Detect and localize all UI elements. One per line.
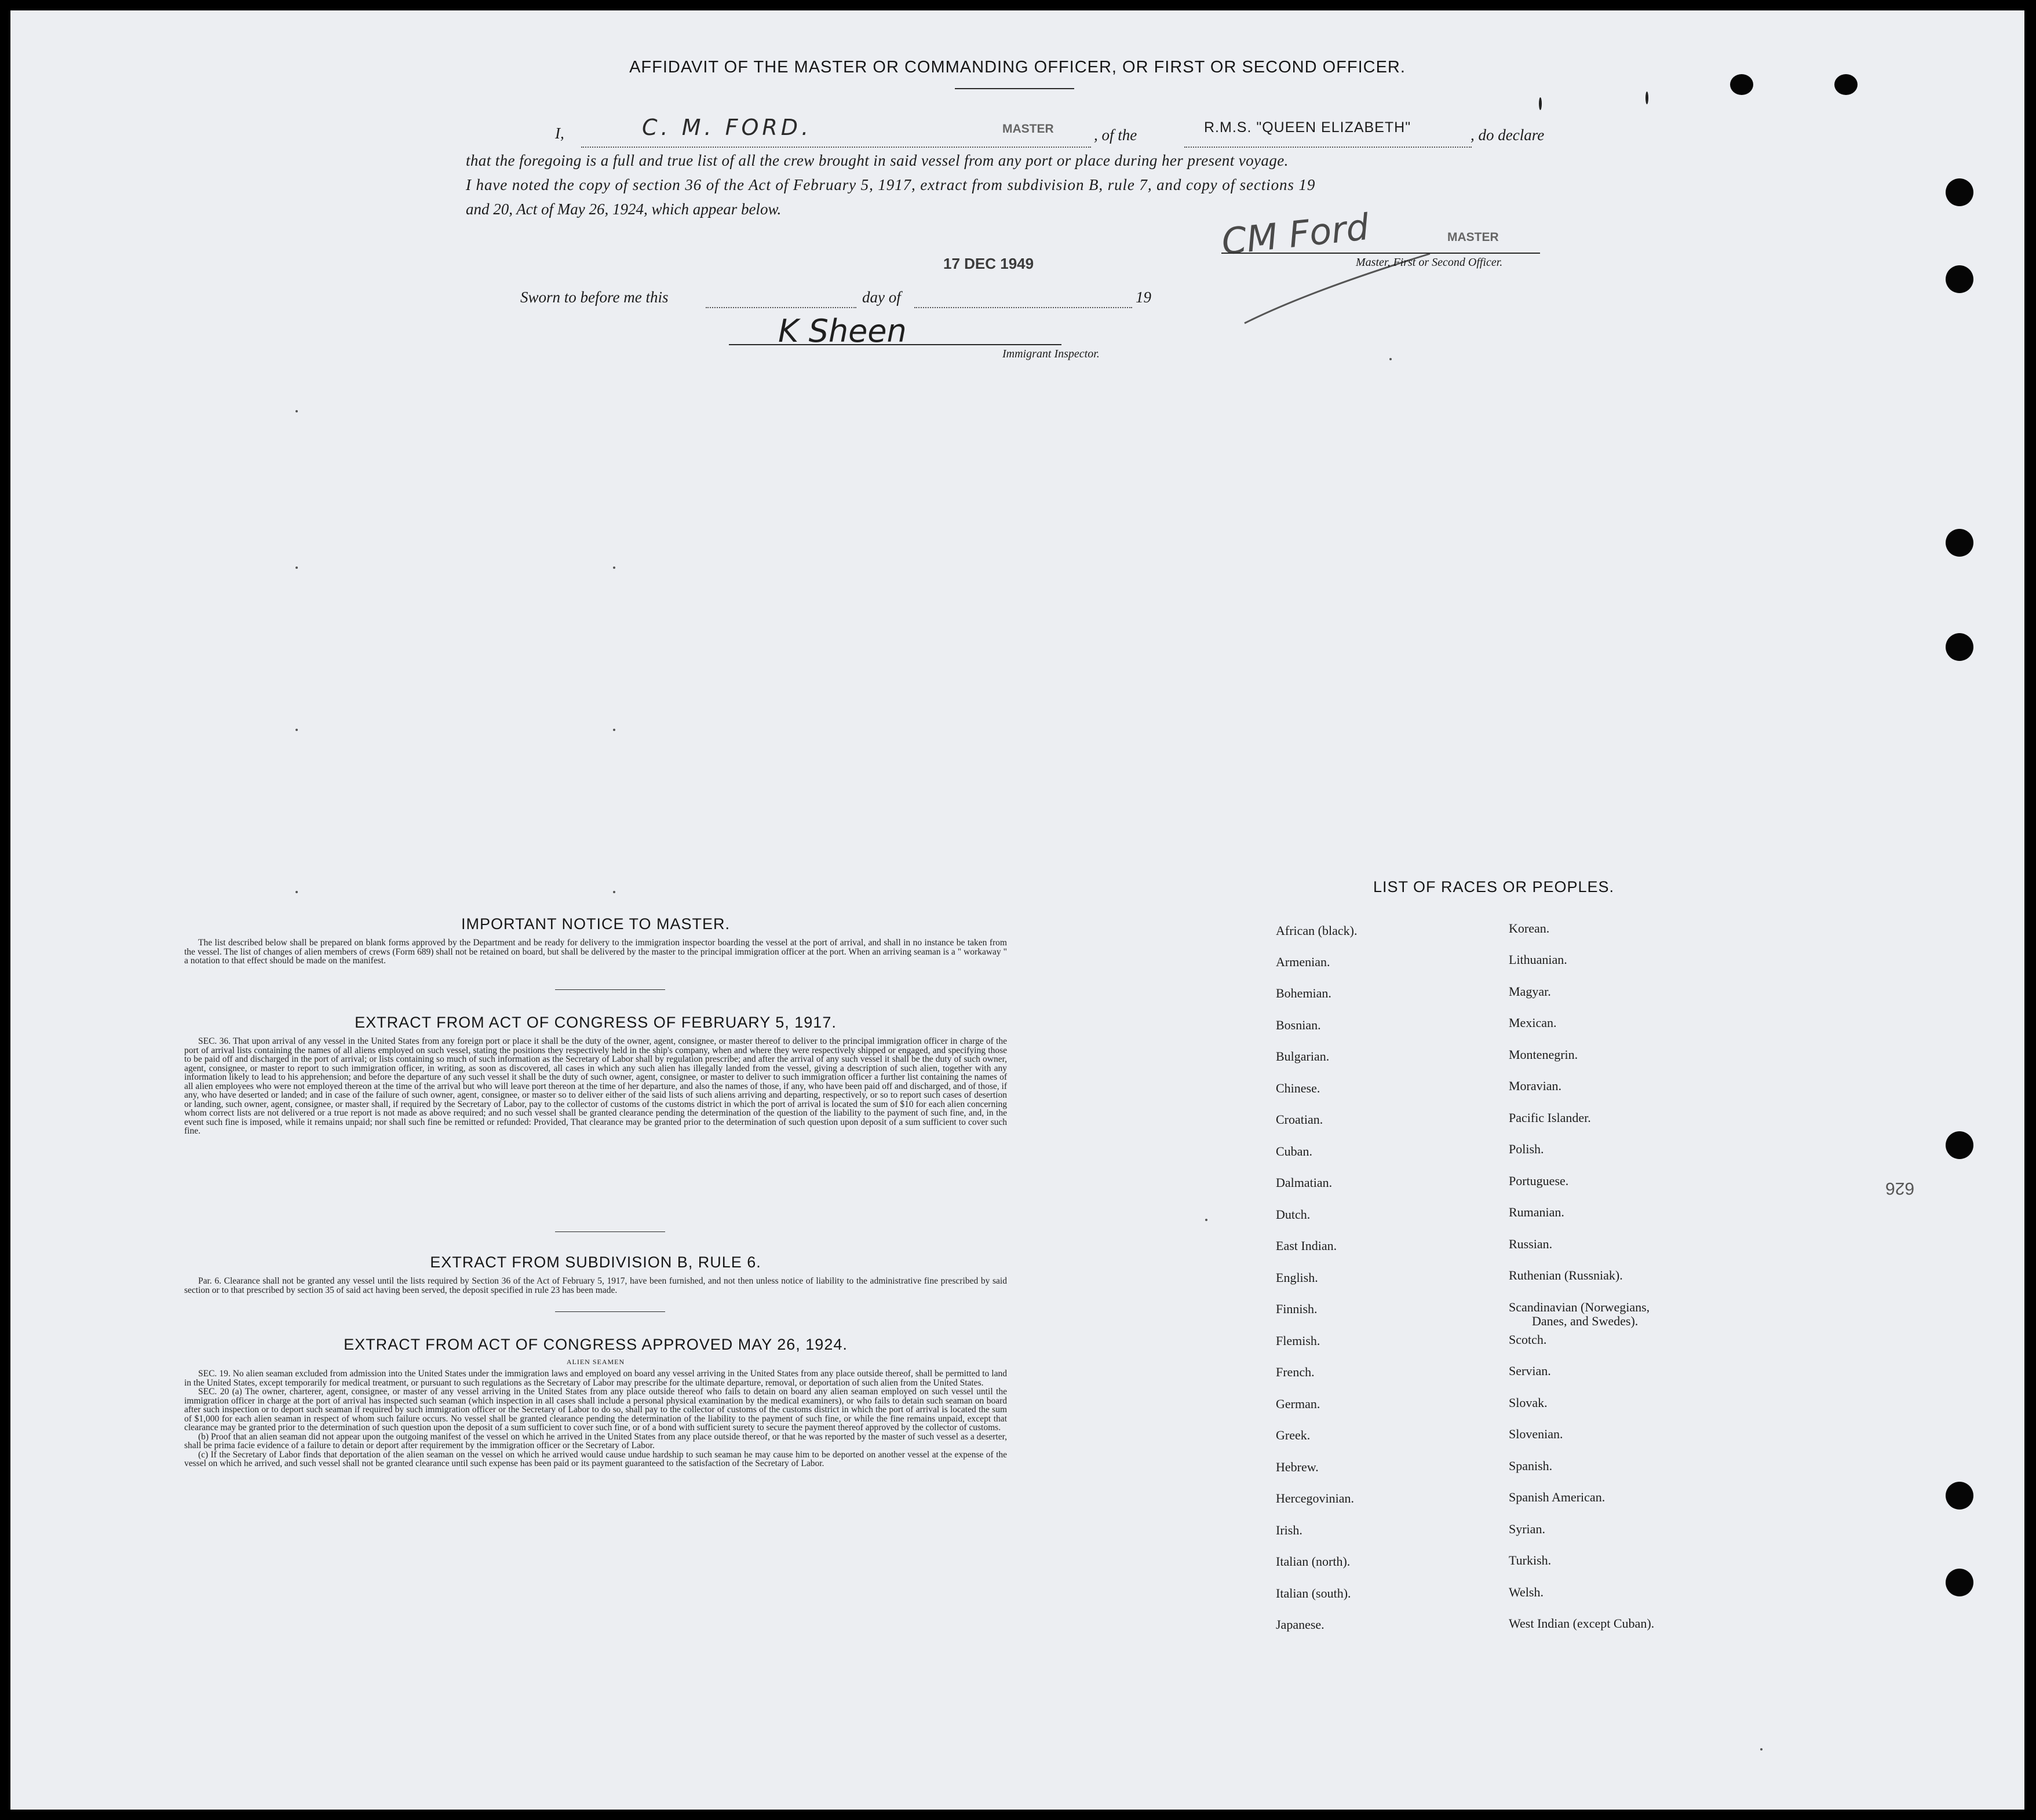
vessel-line bbox=[1184, 147, 1472, 148]
date-stamp: 17 DEC 1949 bbox=[943, 255, 1034, 272]
i-label: I, bbox=[555, 125, 564, 142]
notice-rule bbox=[555, 989, 665, 990]
affidavit-heading: AFFIDAVIT OF THE MASTER OR COMMANDING OFFICER, OR FIRST OR SECOND OFFICER. bbox=[629, 58, 1406, 76]
race-item: Syrian. bbox=[1509, 1522, 1545, 1536]
inspector-caption: Immigrant Inspector. bbox=[1002, 348, 1100, 360]
race-item: East Indian. bbox=[1276, 1238, 1337, 1253]
column-mark bbox=[295, 729, 298, 731]
race-item: Moravian. bbox=[1509, 1079, 1562, 1093]
race-item: French. bbox=[1276, 1365, 1315, 1379]
subdivision-b-text bbox=[184, 1277, 1007, 1295]
master-signature: CM Ford bbox=[1219, 205, 1371, 264]
signature-line bbox=[1221, 253, 1540, 254]
punch-hole-1 bbox=[1730, 74, 1753, 95]
notice-paragraph: The list described below shall be prepared on blank forms approved by the Department and be ready for delivery to the immigration inspector boarding the vessel at the port of arrival, and shall in no instance be taken from the vessel. The list of changes of alien members of crews (Form 689) shall not be retained on board, but shall be delivered by the master to the principal immigration officer at the port. When an arriving seaman is a " workaway " a notation to that effect should be made on the manifest. bbox=[184, 938, 1007, 966]
scan-speck bbox=[1645, 92, 1648, 104]
sworn-month-line bbox=[914, 307, 1132, 308]
race-item: Montenegrin. bbox=[1509, 1047, 1578, 1062]
subdivision-b-paragraph: Par. 6. Clearance shall not be granted any vessel until the lists required by Section 36 of the Act of February 5, 1917, have been furnished, and not then unless notice of liability to the administrative fine prescribed by said section or to that prescribed by section 35 of said act having been served, the deposit specified in rule 23 has been made. bbox=[184, 1276, 1007, 1295]
master-stamp: MASTER bbox=[1002, 122, 1054, 136]
race-item: Portuguese. bbox=[1509, 1174, 1569, 1188]
race-item: German. bbox=[1276, 1397, 1320, 1411]
race-item: Mexican. bbox=[1509, 1015, 1557, 1030]
sec-20b-paragraph: (b) Proof that an alien seaman did not appear upon the outgoing manifest of the vessel on which he arrived in the United States from any place outside thereof, or that he was reported by the master of such vessel as a deserter, shall be prima facie evidence of a failure to detain or deport after requirement by the immigration officer or the Secretary of Labor. bbox=[184, 1431, 1007, 1450]
punch-hole-6 bbox=[1946, 633, 1973, 661]
signature-stamp: MASTER bbox=[1447, 231, 1499, 244]
race-item: Ruthenian (Russniak). bbox=[1509, 1268, 1623, 1282]
race-item: Dutch. bbox=[1276, 1207, 1311, 1222]
race-item: Greek. bbox=[1276, 1428, 1311, 1442]
race-item: Hebrew. bbox=[1276, 1460, 1319, 1474]
race-item: Bohemian. bbox=[1276, 986, 1331, 1000]
races-heading: LIST OF RACES OR PEOPLES. bbox=[1373, 878, 1615, 896]
extract-1917-heading: EXTRACT FROM ACT OF CONGRESS OF FEBRUARY 5, 1917. bbox=[355, 1014, 837, 1031]
column-mark bbox=[295, 891, 298, 893]
column-mark bbox=[613, 729, 615, 731]
race-item: Magyar. bbox=[1509, 984, 1551, 999]
race-item: Lithuanian. bbox=[1509, 952, 1567, 967]
vessel-name: R.M.S. "QUEEN ELIZABETH" bbox=[1204, 119, 1411, 136]
affidavit-line-4: and 20, Act of May 26, 1924, which appear below. bbox=[466, 200, 782, 218]
notice-heading: IMPORTANT NOTICE TO MASTER. bbox=[461, 915, 731, 933]
race-item: Croatian. bbox=[1276, 1112, 1323, 1127]
affidavit-form-page bbox=[10, 10, 2024, 1810]
inspector-signature: K Sheen bbox=[778, 313, 907, 349]
extract-1917-text bbox=[184, 1037, 1007, 1136]
race-item: Pacific Islander. bbox=[1509, 1110, 1591, 1125]
punch-hole-2 bbox=[1834, 74, 1858, 95]
punch-hole-8 bbox=[1946, 1482, 1973, 1510]
punch-hole-4 bbox=[1946, 265, 1973, 293]
sec-20a-paragraph: SEC. 20 (a) The owner, charterer, agent, consignee, or master of any vessel arriving in the United States from any place outside thereof who fails to detain on board any alien seaman employed on such vessel until the immigration officer in charge at the port of arrival has inspected such seaman (which inspection in all cases shall include a personal physical examination by the medical examiners), or who fails to detain such seaman on board after such inspection or to deport such seaman if required by such immigration officer or the Secretary of Labor to do so, shall pay to the collector of customs of the customs district in which the port of arrival is located the sum of $1,000 for each alien seaman in respect of whom such failure occurs. No vessel shall be granted clearance pending the determination of the liability to the payment of such fine, or while the fine remains unpaid, except that clearance may be granted prior to the determination of such question upon the deposit of a sum sufficient to cover such fine, or of a bond with sufficient surety to secure the payment thereof approved by the collector of customs. bbox=[184, 1387, 1007, 1432]
race-item: Cuban. bbox=[1276, 1144, 1312, 1158]
sworn-label: Sworn to before me this bbox=[520, 288, 669, 306]
punch-hole-3 bbox=[1946, 178, 1973, 206]
inspector-line bbox=[729, 344, 1061, 345]
punch-hole-9 bbox=[1946, 1569, 1973, 1596]
race-item: Spanish. bbox=[1509, 1459, 1553, 1473]
scan-speck bbox=[1539, 97, 1542, 110]
punch-hole-7 bbox=[1946, 1131, 1973, 1159]
extract-1924-subheading: ALIEN SEAMEN bbox=[566, 1358, 625, 1366]
do-declare-label: , do declare bbox=[1471, 126, 1545, 144]
sworn-day-line bbox=[706, 307, 856, 308]
race-item: Welsh. bbox=[1509, 1585, 1544, 1599]
scan-speck bbox=[1760, 1748, 1763, 1750]
race-item: English. bbox=[1276, 1270, 1318, 1285]
column-mark bbox=[1389, 358, 1392, 360]
extract-1924-heading: EXTRACT FROM ACT OF CONGRESS APPROVED MAY 26, 1924. bbox=[344, 1336, 848, 1353]
race-item: Servian. bbox=[1509, 1364, 1551, 1378]
race-item: Bosnian. bbox=[1276, 1018, 1321, 1032]
affidavit-line-3: I have noted the copy of section 36 of the Act of February 5, 1917, extract from subdivision B, rule 7, and copy of sections 19 bbox=[466, 176, 1316, 193]
affidavit-line-2: that the foregoing is a full and true list of all the crew brought in said vessel from any port or place during her present voyage. bbox=[466, 152, 1289, 169]
race-item: Irish. bbox=[1276, 1523, 1302, 1537]
race-item: Slovenian. bbox=[1509, 1427, 1563, 1441]
heading-rule bbox=[955, 88, 1074, 89]
race-item: Hercegovinian. bbox=[1276, 1491, 1354, 1505]
race-item: Japanese. bbox=[1276, 1617, 1325, 1632]
sec-19-paragraph: SEC. 19. No alien seaman excluded from admission into the United States under the immigration laws and employed on board any vessel arriving in the United States from any place outside thereof, shall be permitted to land in the United States, except temporarily for medical treatment, or pursuant to such regulations as the Secretary of Labor may prescribe for the ultimate departure, removal, or deportation of such alien from the United States. bbox=[184, 1369, 1007, 1388]
race-item: Chinese. bbox=[1276, 1081, 1320, 1095]
race-item: Russian. bbox=[1509, 1237, 1553, 1251]
year-prefix: 19 bbox=[1136, 288, 1151, 306]
notice-text bbox=[184, 938, 1007, 966]
race-item: Scotch. bbox=[1509, 1332, 1547, 1347]
scan-speck bbox=[1205, 1219, 1207, 1221]
race-item: Italian (south). bbox=[1276, 1586, 1351, 1600]
column-mark bbox=[295, 410, 298, 412]
signature-caption: Master, First or Second Officer. bbox=[1356, 256, 1503, 269]
extract-1917-paragraph: SEC. 36. That upon arrival of any vessel in the United States from any foreign port or place it shall be the duty of the owner, agent, consignee, or master thereof to deliver to the principal immigration officer in charge of the port of arrival lists containing the names of all aliens employed on such vessel, stating the positions they respectively held in the ship's company, when and where they were respectively shipped or engaged, and specifying those to be paid off and discharged in the port of arrival; or lists containing so much of such information as the Secretary of Labor shall by regulation prescribe; and after the arrival of any such vessel it shall be the duty of such owner, agent, consignee, or master to report to such immigration officer, in writing, as soon as discovered, all cases in which any such alien has illegally landed from the vessel, giving a description of such alien, together with any information likely to lead to his apprehension; and before the departure of any such vessel it shall be the duty of such owner, agent, consignee, or master to deliver to such immigration officer a further list containing the names of all alien employees who were not employed thereon at the time of the arrival but who will leave port thereon at the time of her departure, and also the names of those, if any, who have been paid off and discharged, and of those, if any, who have deserted or landed; and in case of the failure of such owner, agent, consignee, or master so to deliver either of the said lists of such aliens arriving and departing, respectively, or so to report such cases of desertion or landing, such owner, agent, consignee, or master shall, if required by the Secretary of Labor, pay to the collector of customs of the customs district in which the port of arrival is located the sum of $10 for each alien concerning whom correct lists are not delivered or a true report is not made as above required; and no such vessel shall be granted clearance pending the determination of the question of the liability to the payment of such fine, and, in the event such fine is imposed, while it remains unpaid; nor shall such fine be remitted or refunded: Provided, That clearance may be granted prior to the determination of such question upon deposit of a sum sufficient to cover such fine. bbox=[184, 1036, 1007, 1136]
column-mark bbox=[613, 567, 615, 569]
margin-stamp-number: 626 bbox=[1885, 1179, 1915, 1198]
race-item: Rumanian. bbox=[1509, 1205, 1564, 1219]
extract-1924-text bbox=[184, 1369, 1007, 1468]
race-item: Bulgarian. bbox=[1276, 1049, 1330, 1064]
column-mark bbox=[613, 891, 615, 893]
race-item: Polish. bbox=[1509, 1142, 1544, 1156]
race-item-continued: Danes, and Swedes). bbox=[1532, 1314, 1639, 1328]
name-line bbox=[581, 147, 1091, 148]
race-item: Scandinavian (Norwegians, bbox=[1509, 1300, 1650, 1314]
race-item: Italian (north). bbox=[1276, 1554, 1351, 1569]
punch-hole-5 bbox=[1946, 529, 1973, 557]
subdivision-b-rule bbox=[555, 1311, 665, 1312]
race-item: Spanish American. bbox=[1509, 1490, 1606, 1504]
race-item: Flemish. bbox=[1276, 1333, 1320, 1348]
race-item: Finnish. bbox=[1276, 1302, 1318, 1316]
sec-20c-paragraph: (c) If the Secretary of Labor finds that deportation of the alien seaman on the vessel on which he arrived would cause undue hardship to such seaman he may cause him to be deported on another vessel at the expense of the vessel on which he arrived, and such vessel shall not be granted clearance until such expense has been paid or its payment guaranteed to the satisfaction of the Secretary of Labor. bbox=[184, 1449, 1007, 1468]
race-item: Slovak. bbox=[1509, 1395, 1548, 1410]
subdivision-b-heading: EXTRACT FROM SUBDIVISION B, RULE 6. bbox=[430, 1253, 761, 1271]
day-of-label: day of bbox=[862, 288, 901, 306]
race-item: Turkish. bbox=[1509, 1553, 1552, 1567]
of-the-label: , of the bbox=[1094, 126, 1137, 144]
race-item: Dalmatian. bbox=[1276, 1175, 1333, 1190]
race-item: West Indian (except Cuban). bbox=[1509, 1616, 1655, 1631]
master-name-handwritten: C. M. FORD. bbox=[642, 115, 812, 140]
race-item: Korean. bbox=[1509, 921, 1550, 935]
extract-1917-rule bbox=[555, 1231, 665, 1232]
race-item: African (black). bbox=[1276, 923, 1358, 938]
column-mark bbox=[295, 567, 298, 569]
race-item: Armenian. bbox=[1276, 955, 1330, 969]
